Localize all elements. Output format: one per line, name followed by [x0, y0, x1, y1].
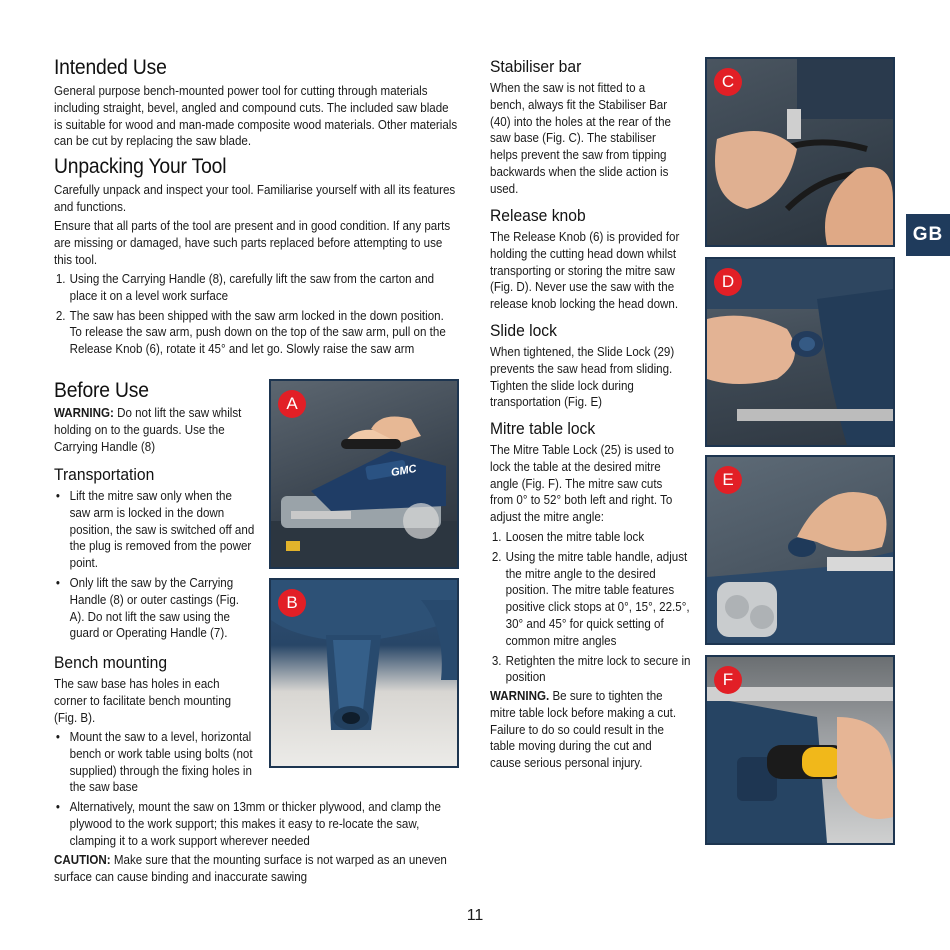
release-knob-text: The Release Knob (6) is provided for holding the cutting head down whilst transporting or storing the mitre saw (Fig. D). Never use the saw with the release knob locking the head down.: [490, 230, 680, 312]
slide-lock-text: When tightened, the Slide Lock (29) prevents the saw head from sliding. Tighten the slide lock during transportation (Fig. E): [490, 345, 675, 410]
heading-slide-lock: Slide lock: [490, 321, 557, 340]
figure-c-image: [705, 57, 895, 247]
bench-mounting-caution: CAUTION: Make sure that the mounting surface is not warped as an uneven surface can cause binding and inaccurate sawing: [54, 853, 447, 884]
caution-label: CAUTION:: [54, 853, 111, 867]
figure-b-image: [269, 578, 459, 768]
unpacking-intro: Carefully unpack and inspect your tool. Familiarise yourself with all its features and functions.: [54, 183, 456, 214]
list-item: 2. The saw has been shipped with the saw arm locked in the down position. To release the saw arm, push down on the top of the saw arm, pull on the Release Knob (6), rotate it 45° and let go. Slowly raise the saw arm: [55, 308, 446, 357]
heading-mitre-table-lock: Mitre table lock: [490, 419, 596, 438]
figure-f-badge: F: [714, 666, 742, 694]
figure-d-badge: D: [714, 268, 742, 296]
list-item: 2. Using the mitre table handle, adjust the mitre angle to the desired position. The mitre table features positive click stops at 0°, 15°, 22.5°, 30° and 45° for quick setting of common mitre angles: [491, 549, 690, 648]
warning-label: WARNING.: [490, 689, 550, 703]
list-item: • Lift the mitre saw only when the saw arm is locked in the down position, the saw is switched off and the plug is removed from the power point.: [55, 489, 255, 571]
list-item: 1. Loosen the mitre table lock: [491, 530, 645, 544]
before-use-warning: WARNING: Do not lift the saw whilst holding on to the guards. Use the Carrying Handle (8): [54, 406, 242, 454]
unpacking-steps: [54, 271, 459, 358]
figure-c-badge: C: [714, 68, 742, 96]
mitre-lock-steps: [490, 529, 691, 686]
bench-mounting-list-2: [54, 799, 459, 849]
heading-stabiliser-bar: Stabiliser bar: [490, 57, 582, 76]
list-item: • Alternatively, mount the saw on 13mm or thicker plywood, and clamp the plywood to the work support; this makes it easy to re-locate the saw, clamping it to a work support wherever needed: [55, 800, 442, 848]
list-item: • Mount the saw to a level, horizontal bench or work table using bolts (not supplied) through the fixing holes in the saw base: [55, 730, 253, 795]
figure-e-image: [705, 455, 895, 645]
heading-intended-use: Intended Use: [54, 56, 167, 79]
bench-mounting-list-1: [54, 729, 255, 796]
heading-before-use: Before Use: [54, 379, 149, 402]
heading-unpacking: Unpacking Your Tool: [54, 155, 227, 178]
heading-release-knob: Release knob: [490, 206, 586, 225]
heading-transportation: Transportation: [54, 465, 155, 484]
stabiliser-text: When the saw is not fitted to a bench, always fit the Stabiliser Bar (40) into the holes at the rear of the saw base (Fig. C). The stabiliser helps prevent the saw from tipping backwards when the slide action is used.: [490, 81, 671, 196]
heading-bench-mounting: Bench mounting: [54, 653, 168, 672]
transportation-list: [54, 488, 255, 642]
list-item: 1. Using the Carrying Handle (8), carefully lift the saw from the carton and place it on a level work surface: [55, 272, 435, 303]
language-tab: GB: [906, 214, 950, 256]
bench-mounting-intro: The saw base has holes in each corner to facilitate bench mounting (Fig. B).: [54, 677, 232, 725]
page-number: 11: [466, 907, 484, 924]
mitre-lock-text: The Mitre Table Lock (25) is used to lock the table at the desired mitre angle (Fig. F). The mitre saw cuts from 0° to 52° both left and right. To adjust the mitre angle:: [490, 443, 674, 525]
gmc-logo: GMC: [390, 462, 418, 480]
warning-label: WARNING:: [54, 406, 114, 420]
figure-b-badge: B: [278, 589, 306, 617]
list-item: • Only lift the saw by the Carrying Handle (8) or outer castings (Fig. A). Do not lift the saw using the guard or Operating Handle (7).: [55, 575, 240, 641]
mitre-lock-warning: WARNING. Be sure to tighten the mitre table lock before making a cut. Failure to do so could result in the table moving during the cut and cause serious personal injury.: [490, 689, 677, 771]
figure-a-badge: A: [278, 390, 306, 418]
figure-d-image: [705, 257, 895, 447]
figure-f-image: [705, 655, 895, 845]
intended-use-text: General purpose bench-mounted power tool for cutting through materials including straight, bevel, angled and compound cuts. The included saw blade is suitable for wood and man-made composite wood materials. Other materials can be cut by replacing the saw blade.: [54, 84, 458, 149]
unpacking-parts-text: Ensure that all parts of the tool are present and in good condition. If any parts are missing or damaged, have such parts replaced before attempting to use this tool.: [54, 219, 451, 267]
list-item: 3. Retighten the mitre lock to secure in position: [491, 653, 691, 685]
figure-e-badge: E: [714, 466, 742, 494]
figure-a-image: [269, 379, 459, 569]
